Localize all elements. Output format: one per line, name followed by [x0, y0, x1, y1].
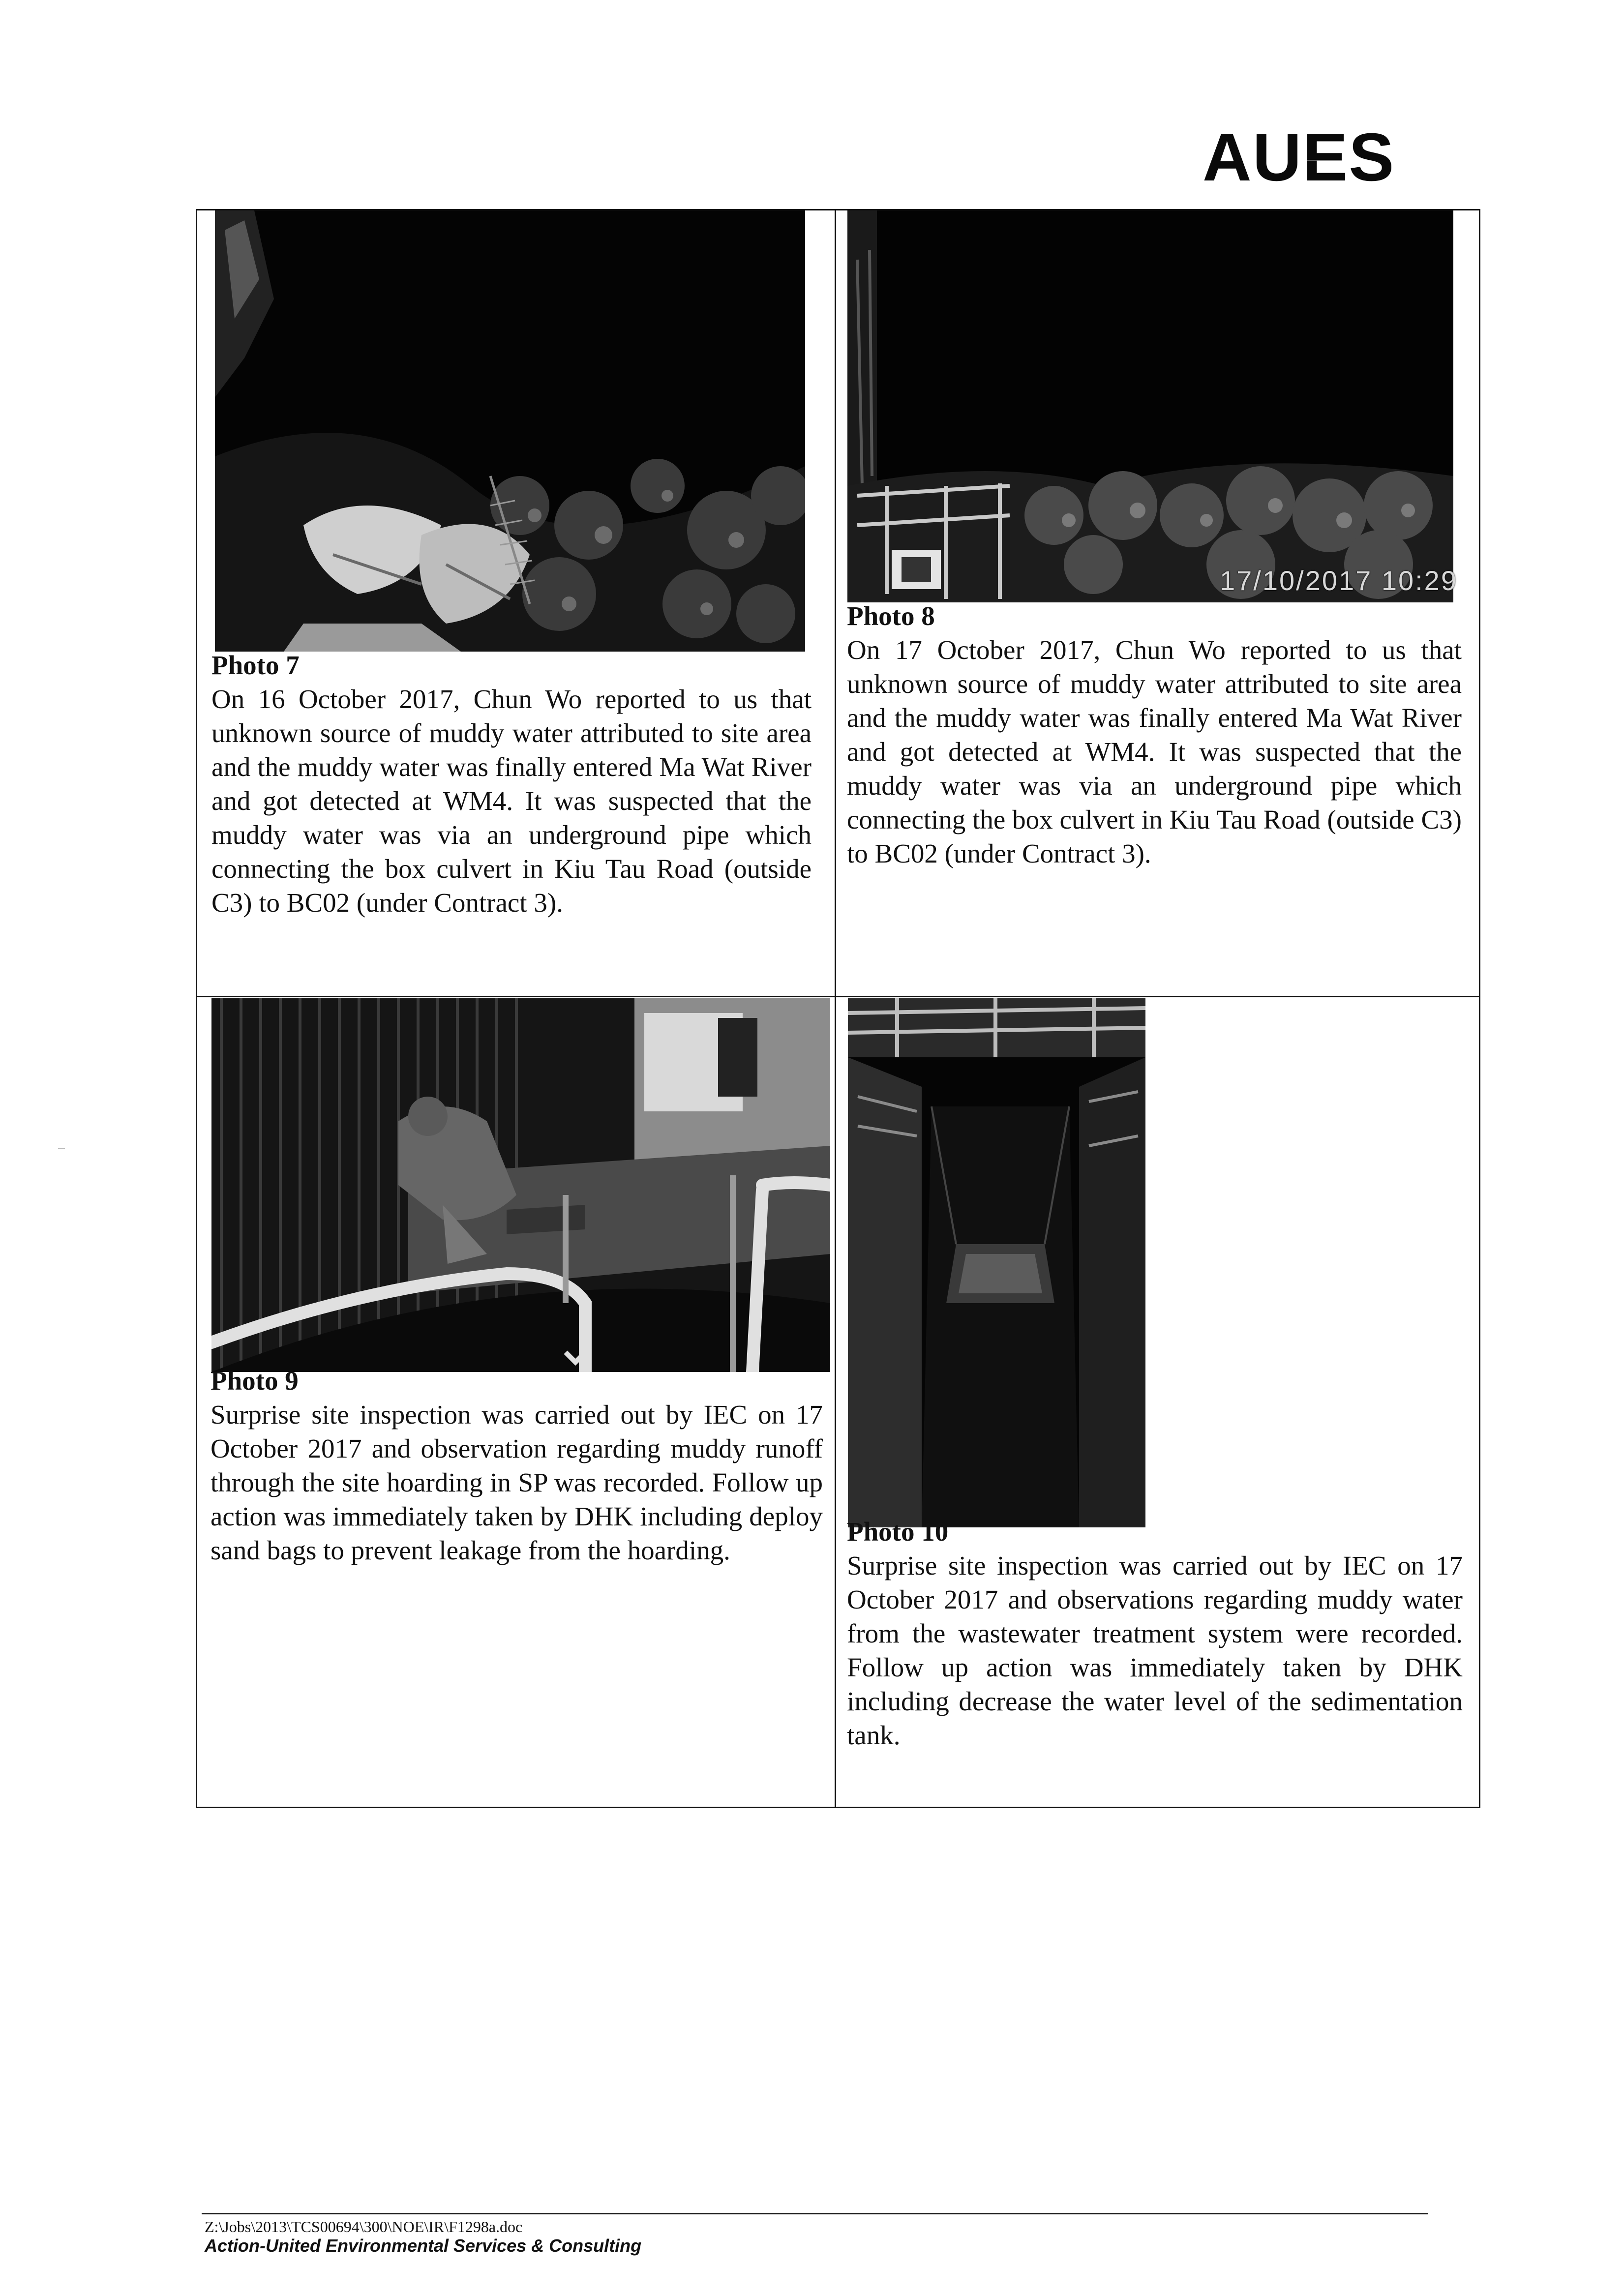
- photo-7-image: [215, 210, 805, 652]
- photo-9-title: Photo 9: [211, 1366, 299, 1396]
- photo-9-caption: [211, 1364, 823, 1567]
- photo-10-title: Photo 10: [847, 1517, 949, 1547]
- footer-file-path: Z:\Jobs\2013\TCS00694\300\NOE\IR\F1298a.doc: [205, 2218, 523, 2236]
- photo-9-image: [211, 998, 830, 1372]
- photo-7-text: On 16 October 2017, Chun Wo reported to us that unknown source of muddy water attributed to site area and the muddy water was finally entered Ma Wat River and got detected at WM4. It was suspected that the muddy water was via an underground pipe which connecting the box culvert in Kiu Tau Road (outside C3) to BC02 (under Contract 3).: [211, 684, 812, 918]
- table-divider-horizontal: [196, 996, 1480, 997]
- logo-text: AUES: [1203, 120, 1395, 194]
- photo-10-text: Surprise site inspection was carried out by IEC on 17 October 2017 and observations regarding muddy water from the wastewater treatment system were recorded. Follow up action was immediately taken by DHK including decrease the water level of the sedimentation tank.: [847, 1551, 1463, 1750]
- photo-8-timestamp: 17/10/2017 10:29: [1220, 565, 1458, 596]
- photo-8-image: [847, 210, 1453, 602]
- photo-7-title: Photo 7: [211, 650, 300, 680]
- margin-mark: [58, 1148, 65, 1149]
- photo-10-caption: [847, 1515, 1463, 1752]
- photo-9-text: Surprise site inspection was carried out by IEC on 17 October 2017 and observation regarding muddy runoff through the site hoarding in SP was recorded. Follow up action was immediately taken by DHK including deploy sand bags to prevent leakage from the hoarding.: [211, 1400, 823, 1565]
- footer-company-name: Action-United Environmental Services & Consulting: [205, 2236, 642, 2256]
- photo-7-caption: [211, 648, 812, 920]
- photo-10-image: [848, 998, 1145, 1527]
- photo-8-caption: [847, 599, 1462, 870]
- photo-8-title: Photo 8: [847, 601, 935, 631]
- footer-rule: [202, 2213, 1428, 2214]
- table-divider-vertical: [835, 209, 836, 1808]
- company-logo: [1203, 120, 1419, 194]
- photo-8-text: On 17 October 2017, Chun Wo reported to us that unknown source of muddy water attributed to site area and the muddy water was finally entered Ma Wat River and got detected at WM4. It was suspected that the muddy water was via an underground pipe which connecting the box culvert in Kiu Tau Road (outside C3) to BC02 (under Contract 3).: [847, 635, 1462, 868]
